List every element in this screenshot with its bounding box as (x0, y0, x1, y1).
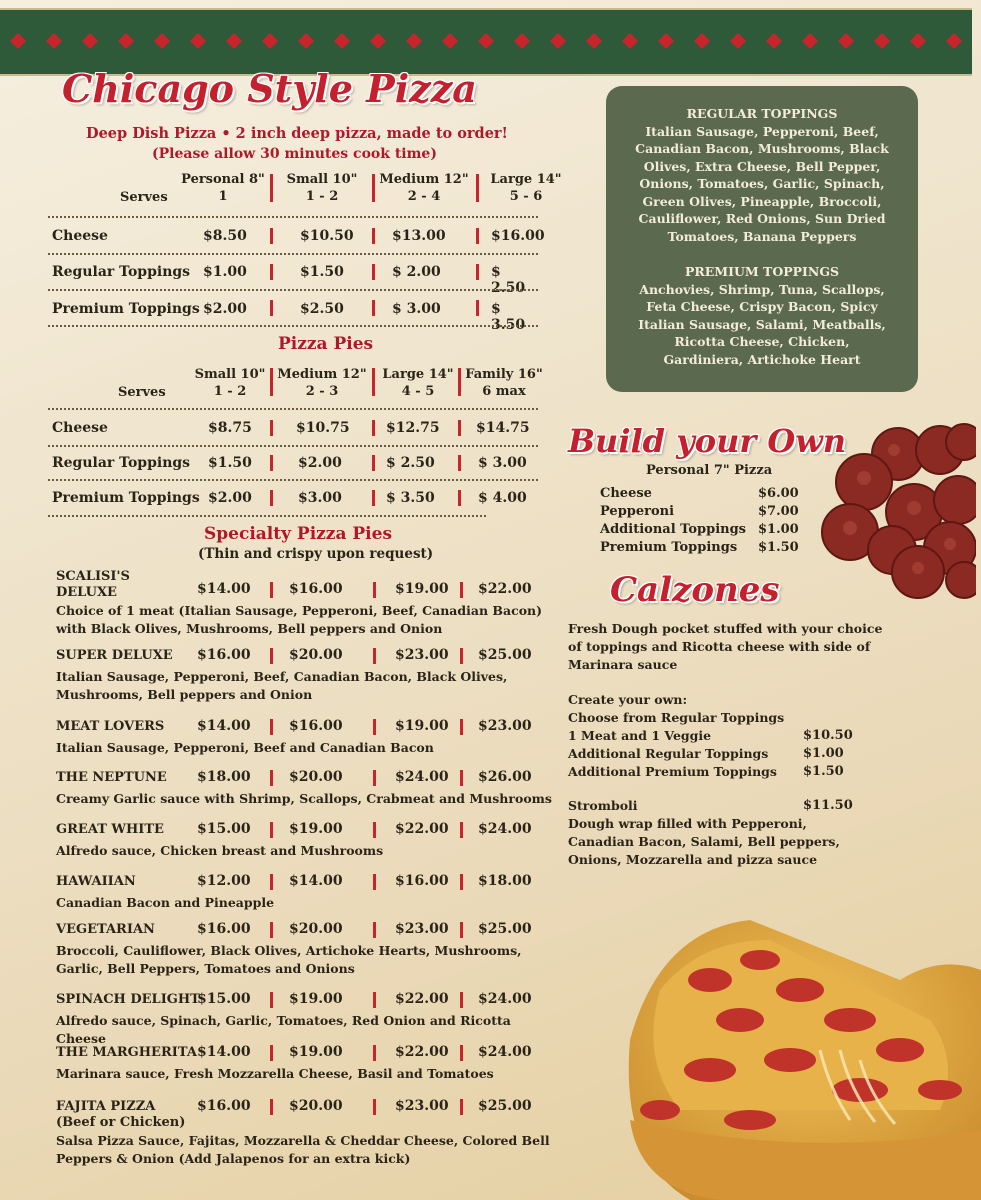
calzones-create: Create your own: Choose from Regular Toppings 1 Meat and 1 Veggie $10.50 Additional Regular Toppings $1.00 Additional Premium Toppings $1.50 (568, 692, 853, 779)
diamond-icon (910, 33, 926, 49)
diamond-icon (262, 33, 278, 49)
specialty-item-name-2: (Beef or Chicken) (56, 1115, 186, 1130)
specialty-title: Specialty Pizza Pies (204, 524, 393, 544)
specialty-item-price: $12.00 (197, 873, 251, 889)
specialty-item-price: $19.00 (289, 991, 343, 1007)
specialty-item-desc: with Black Olives, Mushrooms, Bell peppers and Onion (56, 621, 443, 636)
price-divider (373, 582, 376, 598)
price-divider (270, 992, 273, 1008)
pies-size-medium: Medium 12" 2 - 3 (277, 367, 367, 399)
diamond-icon (946, 33, 962, 49)
specialty-item-price: $15.00 (197, 991, 251, 1007)
price-divider (270, 1045, 273, 1061)
specialty-item-price: $16.00 (197, 1098, 251, 1114)
price-divider (460, 719, 463, 735)
price-divider (373, 922, 376, 938)
specialty-item-name: SUPER DELUXE (56, 648, 173, 663)
diamond-icon (154, 33, 170, 49)
price-divider (373, 992, 376, 1008)
specialty-item-name: MEAT LOVERS (56, 719, 165, 734)
specialty-item-name: FAJITA PIZZA (56, 1099, 156, 1114)
diamond-icon (406, 33, 422, 49)
chicago-row-regular: Regular Toppings $1.00 $1.50 $ 2.00 $ 2.50 (52, 264, 526, 296)
price-divider (270, 770, 273, 786)
price-divider (460, 582, 463, 598)
calzones-title: Calzones (610, 570, 780, 610)
specialty-item-price: $16.00 (197, 647, 251, 663)
diamond-icon (586, 33, 602, 49)
specialty-item-price: $24.00 (478, 821, 532, 837)
specialty-item-desc: Garlic, Bell Peppers, Tomatoes and Onions (56, 961, 355, 976)
specialty-item-name: THE NEPTUNE (56, 770, 167, 785)
specialty-item-price: $24.00 (478, 991, 532, 1007)
chicago-serves-label: Serves (120, 190, 168, 205)
specialty-item-price: $16.00 (289, 581, 343, 597)
specialty-item-name: SPINACH DELIGHT (56, 992, 200, 1007)
regular-toppings-line: Green Olives, Pineapple, Broccoli, (642, 193, 882, 209)
diamond-icon (766, 33, 782, 49)
specialty-item-price: $14.00 (197, 581, 251, 597)
byo-price-list: Cheese $6.00 Pepperoni $7.00 Additional Toppings $1.00 Premium Toppings $1.50 (600, 486, 799, 555)
byo-subtitle: Personal 7" Pizza (646, 463, 773, 478)
specialty-item-price: $15.00 (197, 821, 251, 837)
specialty-item-price: $19.00 (395, 718, 449, 734)
specialty-item-price: $14.00 (197, 718, 251, 734)
diamond-icon (10, 33, 26, 49)
regular-toppings-line: Italian Sausage, Pepperoni, Beef, (645, 123, 879, 139)
specialty-item-price: $24.00 (395, 769, 449, 785)
diamond-icon (514, 33, 530, 49)
specialty-item-price: $23.00 (478, 718, 532, 734)
specialty-item-price: $25.00 (478, 1098, 532, 1114)
specialty-item-price: $20.00 (289, 647, 343, 663)
specialty-item-price: $14.00 (289, 873, 343, 889)
diamond-icon (658, 33, 674, 49)
specialty-item-desc: Mushrooms, Bell peppers and Onion (56, 687, 313, 702)
regular-toppings-line: Cauliflower, Red Onions, Sun Dried (638, 211, 886, 226)
diamond-icon (370, 33, 386, 49)
specialty-item-price: $16.00 (395, 873, 449, 889)
diamond-pattern (0, 31, 972, 51)
regular-toppings-line: Olives, Extra Cheese, Bell Pepper, (643, 158, 881, 174)
specialty-item-price: $16.00 (197, 921, 251, 937)
diamond-icon (190, 33, 206, 49)
specialty-item-price: $23.00 (395, 921, 449, 937)
specialty-subtitle: (Thin and crispy upon request) (198, 546, 434, 562)
diamond-icon (838, 33, 854, 49)
diamond-icon (874, 33, 890, 49)
chicago-row-cheese: Cheese $8.50 $10.50 $13.00 $16.00 (52, 228, 545, 244)
chicago-size-medium: Medium 12" 2 - 4 (379, 172, 469, 204)
specialty-item-price: $19.00 (395, 581, 449, 597)
diamond-icon (442, 33, 458, 49)
chicago-size-small: Small 10" 1 - 2 (286, 172, 358, 204)
premium-toppings-title: PREMIUM TOPPINGS (684, 264, 840, 279)
specialty-item-desc: Salsa Pizza Sauce, Fajitas, Mozzarella & Cheddar Cheese, Colored Bell (56, 1133, 550, 1148)
chicago-row-premium: Premium Toppings $2.00 $2.50 $ 3.00 $ 3.50 (52, 301, 526, 333)
pies-title: Pizza Pies (278, 334, 374, 354)
pies-row-premium: Premium Toppings $2.00 $3.00 $ 3.50 $ 4.00 (52, 490, 527, 506)
premium-toppings-line: Italian Sausage, Salami, Meatballs, (638, 316, 886, 332)
regular-toppings-title: REGULAR TOPPINGS (686, 106, 838, 121)
price-divider (460, 874, 463, 890)
specialty-item-desc: Broccoli, Cauliflower, Black Olives, Artichoke Hearts, Mushrooms, (56, 943, 522, 958)
specialty-item-price: $23.00 (395, 1098, 449, 1114)
deep-dish-pizza-image (600, 900, 981, 1200)
specialty-item-price: $23.00 (395, 647, 449, 663)
pies-size-large: Large 14" 4 - 5 (382, 367, 454, 399)
regular-toppings-line: Canadian Bacon, Mushrooms, Black (635, 141, 889, 156)
diamond-icon (478, 33, 494, 49)
diamond-icon (298, 33, 314, 49)
specialty-item-price: $20.00 (289, 921, 343, 937)
price-divider (270, 922, 273, 938)
specialty-item-desc: Italian Sausage, Pepperoni, Beef, Canadian Bacon, Black Olives, (56, 669, 508, 684)
diamond-icon (730, 33, 746, 49)
specialty-item-desc: Alfredo sauce, Chicken breast and Mushrooms (56, 843, 384, 858)
specialty-item-price: $20.00 (289, 769, 343, 785)
price-divider (270, 874, 273, 890)
specialty-item-price: $20.00 (289, 1098, 343, 1114)
diamond-icon (226, 33, 242, 49)
price-divider (460, 1099, 463, 1115)
premium-toppings-line: Gardiniera, Artichoke Heart (663, 351, 861, 367)
chicago-cook-time: (Please allow 30 minutes cook time) (152, 146, 437, 162)
chicago-title: Chicago Style Pizza (62, 66, 477, 111)
specialty-item-desc: Creamy Garlic sauce with Shrimp, Scallops, Crabmeat and Mushrooms (56, 791, 552, 806)
price-divider (373, 822, 376, 838)
specialty-item-desc: Italian Sausage, Pepperoni, Beef and Canadian Bacon (56, 740, 434, 755)
specialty-item-price: $16.00 (289, 718, 343, 734)
diamond-icon (82, 33, 98, 49)
premium-toppings-line: Feta Cheese, Crispy Bacon, Spicy (646, 299, 878, 314)
price-divider (460, 922, 463, 938)
price-divider (270, 1099, 273, 1115)
byo-title: Build your Own (568, 422, 847, 460)
price-divider (460, 770, 463, 786)
specialty-item-price: $19.00 (289, 1044, 343, 1060)
price-divider (270, 648, 273, 664)
specialty-item-desc: Peppers & Onion (Add Jalapenos for an extra kick) (56, 1151, 411, 1166)
specialty-item-name: HAWAIIAN (56, 874, 136, 889)
price-divider (460, 648, 463, 664)
specialty-item-price: $22.00 (478, 581, 532, 597)
pies-row-regular: Regular Toppings $1.50 $2.00 $ 2.50 $ 3.00 (52, 455, 527, 471)
specialty-item-price: $24.00 (478, 1044, 532, 1060)
specialty-item-price: $22.00 (395, 821, 449, 837)
chicago-size-personal: Personal 8" 1 (181, 172, 265, 204)
pies-size-small: Small 10" 1 - 2 (194, 367, 266, 399)
specialty-item-desc: Choice of 1 meat (Italian Sausage, Pepperoni, Beef, Canadian Bacon) (56, 603, 543, 618)
specialty-item-price: $26.00 (478, 769, 532, 785)
price-divider (270, 719, 273, 735)
price-divider (460, 822, 463, 838)
price-divider (460, 992, 463, 1008)
specialty-item-name: SCALISI'S (56, 569, 130, 584)
stromboli: Stromboli $11.50 Dough wrap filled with Pepperoni, Canadian Bacon, Salami, Bell peppers, Onions, Mozzarella and pizza sauce (568, 798, 853, 867)
diamond-icon (802, 33, 818, 49)
price-divider (373, 1099, 376, 1115)
specialty-item-price: $25.00 (478, 647, 532, 663)
diamond-icon (118, 33, 134, 49)
specialty-item-desc: Canadian Bacon and Pineapple (56, 895, 275, 910)
pies-size-family: Family 16" 6 max (465, 367, 543, 399)
premium-toppings-line: Ricotta Cheese, Chicken, (674, 334, 850, 349)
specialty-item-desc: Marinara sauce, Fresh Mozzarella Cheese, Basil and Tomatoes (56, 1066, 494, 1081)
specialty-item-price: $19.00 (289, 821, 343, 837)
diamond-icon (334, 33, 350, 49)
pies-row-cheese: Cheese $8.75 $10.75 $12.75 $14.75 (52, 420, 530, 436)
calzones-desc: Fresh Dough pocket stuffed with your choice of toppings and Ricotta cheese with side of Marinara sauce (568, 621, 883, 672)
specialty-item-price: $14.00 (197, 1044, 251, 1060)
specialty-item-name-2: DELUXE (56, 585, 117, 600)
specialty-item-name: THE MARGHERITA (56, 1045, 197, 1060)
toppings-box (606, 86, 918, 392)
specialty-item-price: $25.00 (478, 921, 532, 937)
pies-serves-label: Serves (118, 385, 166, 400)
price-divider (270, 822, 273, 838)
price-divider (373, 770, 376, 786)
specialty-item-price: $22.00 (395, 991, 449, 1007)
diamond-icon (622, 33, 638, 49)
chicago-size-large: Large 14" 5 - 6 (490, 172, 562, 204)
specialty-item-desc: Alfredo sauce, Spinach, Garlic, Tomatoes, Red Onion and Ricotta Cheese (56, 1013, 511, 1046)
diamond-icon (550, 33, 566, 49)
price-divider (270, 582, 273, 598)
pepperoni-image (814, 420, 976, 605)
regular-toppings-line: Tomatoes, Banana Peppers (667, 228, 857, 244)
specialty-item-name: GREAT WHITE (56, 822, 164, 837)
price-divider (460, 1045, 463, 1061)
price-divider (373, 719, 376, 735)
price-divider (373, 648, 376, 664)
specialty-item-name: VEGETARIAN (56, 922, 155, 937)
price-divider (373, 1045, 376, 1061)
diamond-icon (694, 33, 710, 49)
price-divider (373, 874, 376, 890)
specialty-item-price: $22.00 (395, 1044, 449, 1060)
specialty-item-price: $18.00 (478, 873, 532, 889)
specialty-item-price: $18.00 (197, 769, 251, 785)
diamond-icon (46, 33, 62, 49)
regular-toppings-line: Onions, Tomatoes, Garlic, Spinach, (639, 176, 885, 191)
chicago-subtitle: Deep Dish Pizza • 2 inch deep pizza, made to order! (86, 125, 508, 142)
premium-toppings-line: Anchovies, Shrimp, Tuna, Scallops, (639, 281, 885, 297)
